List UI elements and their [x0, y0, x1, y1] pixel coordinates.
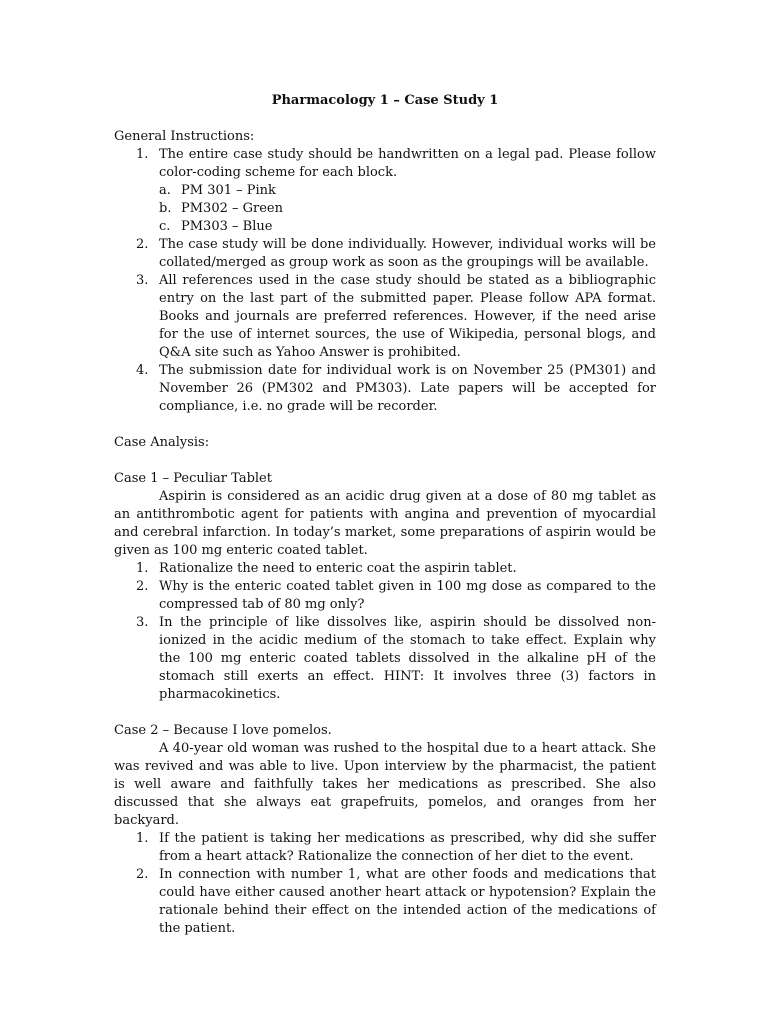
instruction-item: [114, 362, 656, 416]
case2-paragraph: A 40-year old woman was rushed to the hospital due to a heart attack. She was revived and was able to live. Upon interview by the pharmacist, the patient is well aware and faithfully takes her medications as prescribed. She also discussed that she always eat grapefruits, pomelos, and oranges from her backyard.: [114, 741, 656, 828]
question-marker: 2.: [136, 579, 149, 594]
color-coding-text: PM302 – Green: [181, 201, 283, 216]
color-coding-text: PM 301 – Pink: [181, 183, 276, 198]
case1-questions: [114, 560, 656, 704]
question-text: Why is the enteric coated tablet given in 100 mg dose as compared to the compressed tab of 80 mg only?: [159, 579, 656, 612]
color-coding-item: [159, 182, 656, 200]
color-coding-item: [159, 200, 656, 218]
color-coding-marker: a.: [159, 183, 171, 198]
question-item: [114, 560, 656, 578]
general-instructions-heading: General Instructions:: [114, 129, 255, 144]
question-marker: 1.: [136, 561, 149, 576]
section-spacer: [114, 704, 656, 722]
question-text: Rationalize the need to enteric coat the aspirin tablet.: [159, 561, 517, 576]
instruction-marker: 3.: [136, 273, 149, 288]
color-coding-text: PM303 – Blue: [181, 219, 273, 234]
color-coding-marker: b.: [159, 201, 172, 216]
question-text: In connection with number 1, what are other foods and medications that could have either caused another heart attack or hypotension? Explain the rationale behind their effect on the intended action of the medications of the patient.: [159, 867, 656, 936]
question-item: [114, 578, 656, 614]
instruction-marker: 4.: [136, 363, 149, 378]
color-coding-item: [159, 218, 656, 236]
color-coding-list: [159, 182, 656, 236]
color-coding-marker: c.: [159, 219, 171, 234]
instruction-marker: 2.: [136, 237, 149, 252]
instruction-item: [114, 272, 656, 362]
instruction-text: The entire case study should be handwritten on a legal pad. Please follow color-coding scheme for each block.: [159, 147, 656, 180]
case1-paragraph: Aspirin is considered as an acidic drug given at a dose of 80 mg tablet as an antithrombotic agent for patients with angina and prevention of myocardial and cerebral infarction. In today’s market, some preparations of aspirin would be given as 100 mg enteric coated tablet.: [114, 489, 656, 558]
question-item: [114, 866, 656, 938]
question-item: [114, 830, 656, 866]
document-title: Pharmacology 1 – Case Study 1: [271, 93, 499, 108]
document-body: [114, 92, 656, 938]
instruction-item: [114, 236, 656, 272]
instruction-marker: 1.: [136, 147, 149, 162]
case2-heading: Case 2 – Because I love pomelos.: [114, 723, 332, 738]
general-instructions-list: [114, 146, 656, 416]
case2-questions: [114, 830, 656, 938]
instruction-text: The submission date for individual work is on November 25 (PM301) and November 26 (PM302 and PM303). Late papers will be accepted for compliance, i.e. no grade will be recorder.: [159, 363, 656, 414]
section-spacer: [114, 452, 656, 470]
case1-heading: Case 1 – Peculiar Tablet: [114, 471, 272, 486]
instruction-text: The case study will be done individually. However, individual works will be collated/merged as group work as soon as the groupings will be available.: [159, 237, 656, 270]
question-marker: 2.: [136, 867, 149, 882]
section-spacer: [114, 416, 656, 434]
case-analysis-heading: Case Analysis:: [114, 435, 210, 450]
instruction-text: All references used in the case study should be stated as a bibliographic entry on the last part of the submitted paper. Please follow APA format. Books and journals are preferred references. However, if the need arise for the use of internet sources, the use of Wikipedia, personal blogs, and Q&A site such as Yahoo Answer is prohibited.: [159, 273, 656, 360]
question-item: [114, 614, 656, 704]
question-text: If the patient is taking her medications as prescribed, why did she suffer from a heart attack? Rationalize the connection of her diet to the event.: [159, 831, 656, 864]
question-marker: 3.: [136, 615, 149, 630]
question-text: In the principle of like dissolves like, aspirin should be dissolved non-ionized in the acidic medium of the stomach to take effect. Explain why the 100 mg enteric coated tablets dissolved in the alkaline pH of the stomach still exerts an effect. HINT: It involves three (3) factors in pharmacokinetics.: [159, 615, 656, 702]
question-marker: 1.: [136, 831, 149, 846]
instruction-item: [114, 146, 656, 236]
